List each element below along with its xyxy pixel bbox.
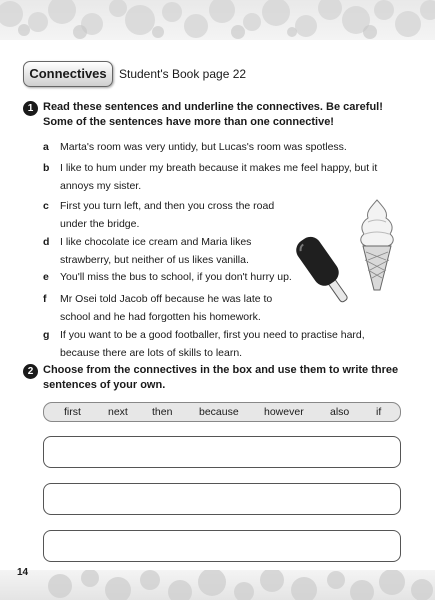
connectives-word-box xyxy=(43,402,401,422)
sentence-b-line1: I like to hum under my breath because it makes me feel happy, but it xyxy=(60,162,378,174)
sentence-c-line1: First you turn left, and then you cross the road xyxy=(60,200,275,212)
item-letter: a xyxy=(43,141,49,153)
item-letter: e xyxy=(43,271,49,283)
students-book-reference: Student's Book page 22 xyxy=(119,67,247,81)
answer-box-1[interactable] xyxy=(43,436,401,468)
question-1-instruction-line1: Read these sentences and underline the connectives. Be careful! xyxy=(43,101,383,113)
item-letter: f xyxy=(43,293,47,305)
connectives-heading-tag: Connectives xyxy=(23,61,113,87)
sentence-f-line2: school and he had forgotten his homework. xyxy=(60,311,261,323)
connective-word: if xyxy=(376,406,382,418)
question-1-instruction xyxy=(43,100,413,130)
item-letter: c xyxy=(43,200,49,212)
sentence-g xyxy=(43,326,403,362)
connective-word: first xyxy=(64,406,81,418)
sentence-a-line1: Marta's room was very untidy, but Lucas's room was spotless. xyxy=(60,141,347,153)
item-letter: g xyxy=(43,329,50,341)
footer-bubble-decoration xyxy=(0,570,435,600)
sentence-e-line1: You'll miss the bus to school, if you don't hurry up. xyxy=(60,271,292,283)
answer-box-3[interactable] xyxy=(43,530,401,562)
sentence-d-line1: I like chocolate ice cream and Maria likes xyxy=(60,236,252,248)
item-letter: b xyxy=(43,162,50,174)
sentence-f-line1: Mr Osei told Jacob off because he was late to xyxy=(60,293,273,305)
connective-word: then xyxy=(152,406,173,418)
connective-word: however xyxy=(264,406,304,418)
question-2-instruction-line1: Choose from the connectives in the box and use them to write three xyxy=(43,364,399,376)
question-2-number: 2 xyxy=(23,364,38,379)
sentence-c-line2: under the bridge. xyxy=(60,218,140,230)
sentence-b-line2: annoys my sister. xyxy=(60,180,142,192)
sentence-g-line2: because there are lots of skills to learn. xyxy=(60,347,243,359)
sentence-f xyxy=(43,290,303,326)
header-bubble-decoration xyxy=(0,0,435,40)
sentence-c xyxy=(43,197,303,233)
vanilla-ice-cream-cone-illustration xyxy=(356,198,398,292)
question-1-instruction-line2: Some of the sentences have more than one connective! xyxy=(43,116,334,128)
connective-word: next xyxy=(108,406,128,418)
item-letter: d xyxy=(43,236,50,248)
answer-box-2[interactable] xyxy=(43,483,401,515)
question-2-instruction-line2: sentences of your own. xyxy=(43,379,166,391)
chocolate-ice-lolly-illustration xyxy=(294,230,358,310)
connective-word: also xyxy=(330,406,350,418)
sentence-d-line2: strawberry, but neither of us likes vanilla. xyxy=(60,254,249,266)
sentence-d xyxy=(43,233,303,269)
page-number: 14 xyxy=(17,567,29,578)
sentence-g-line1: If you want to be a good footballer, first you need to practise hard, xyxy=(60,329,365,341)
connective-word: because xyxy=(199,406,239,418)
question-2-instruction xyxy=(43,363,413,393)
question-1-number: 1 xyxy=(23,101,38,116)
sentence-b xyxy=(43,159,403,195)
